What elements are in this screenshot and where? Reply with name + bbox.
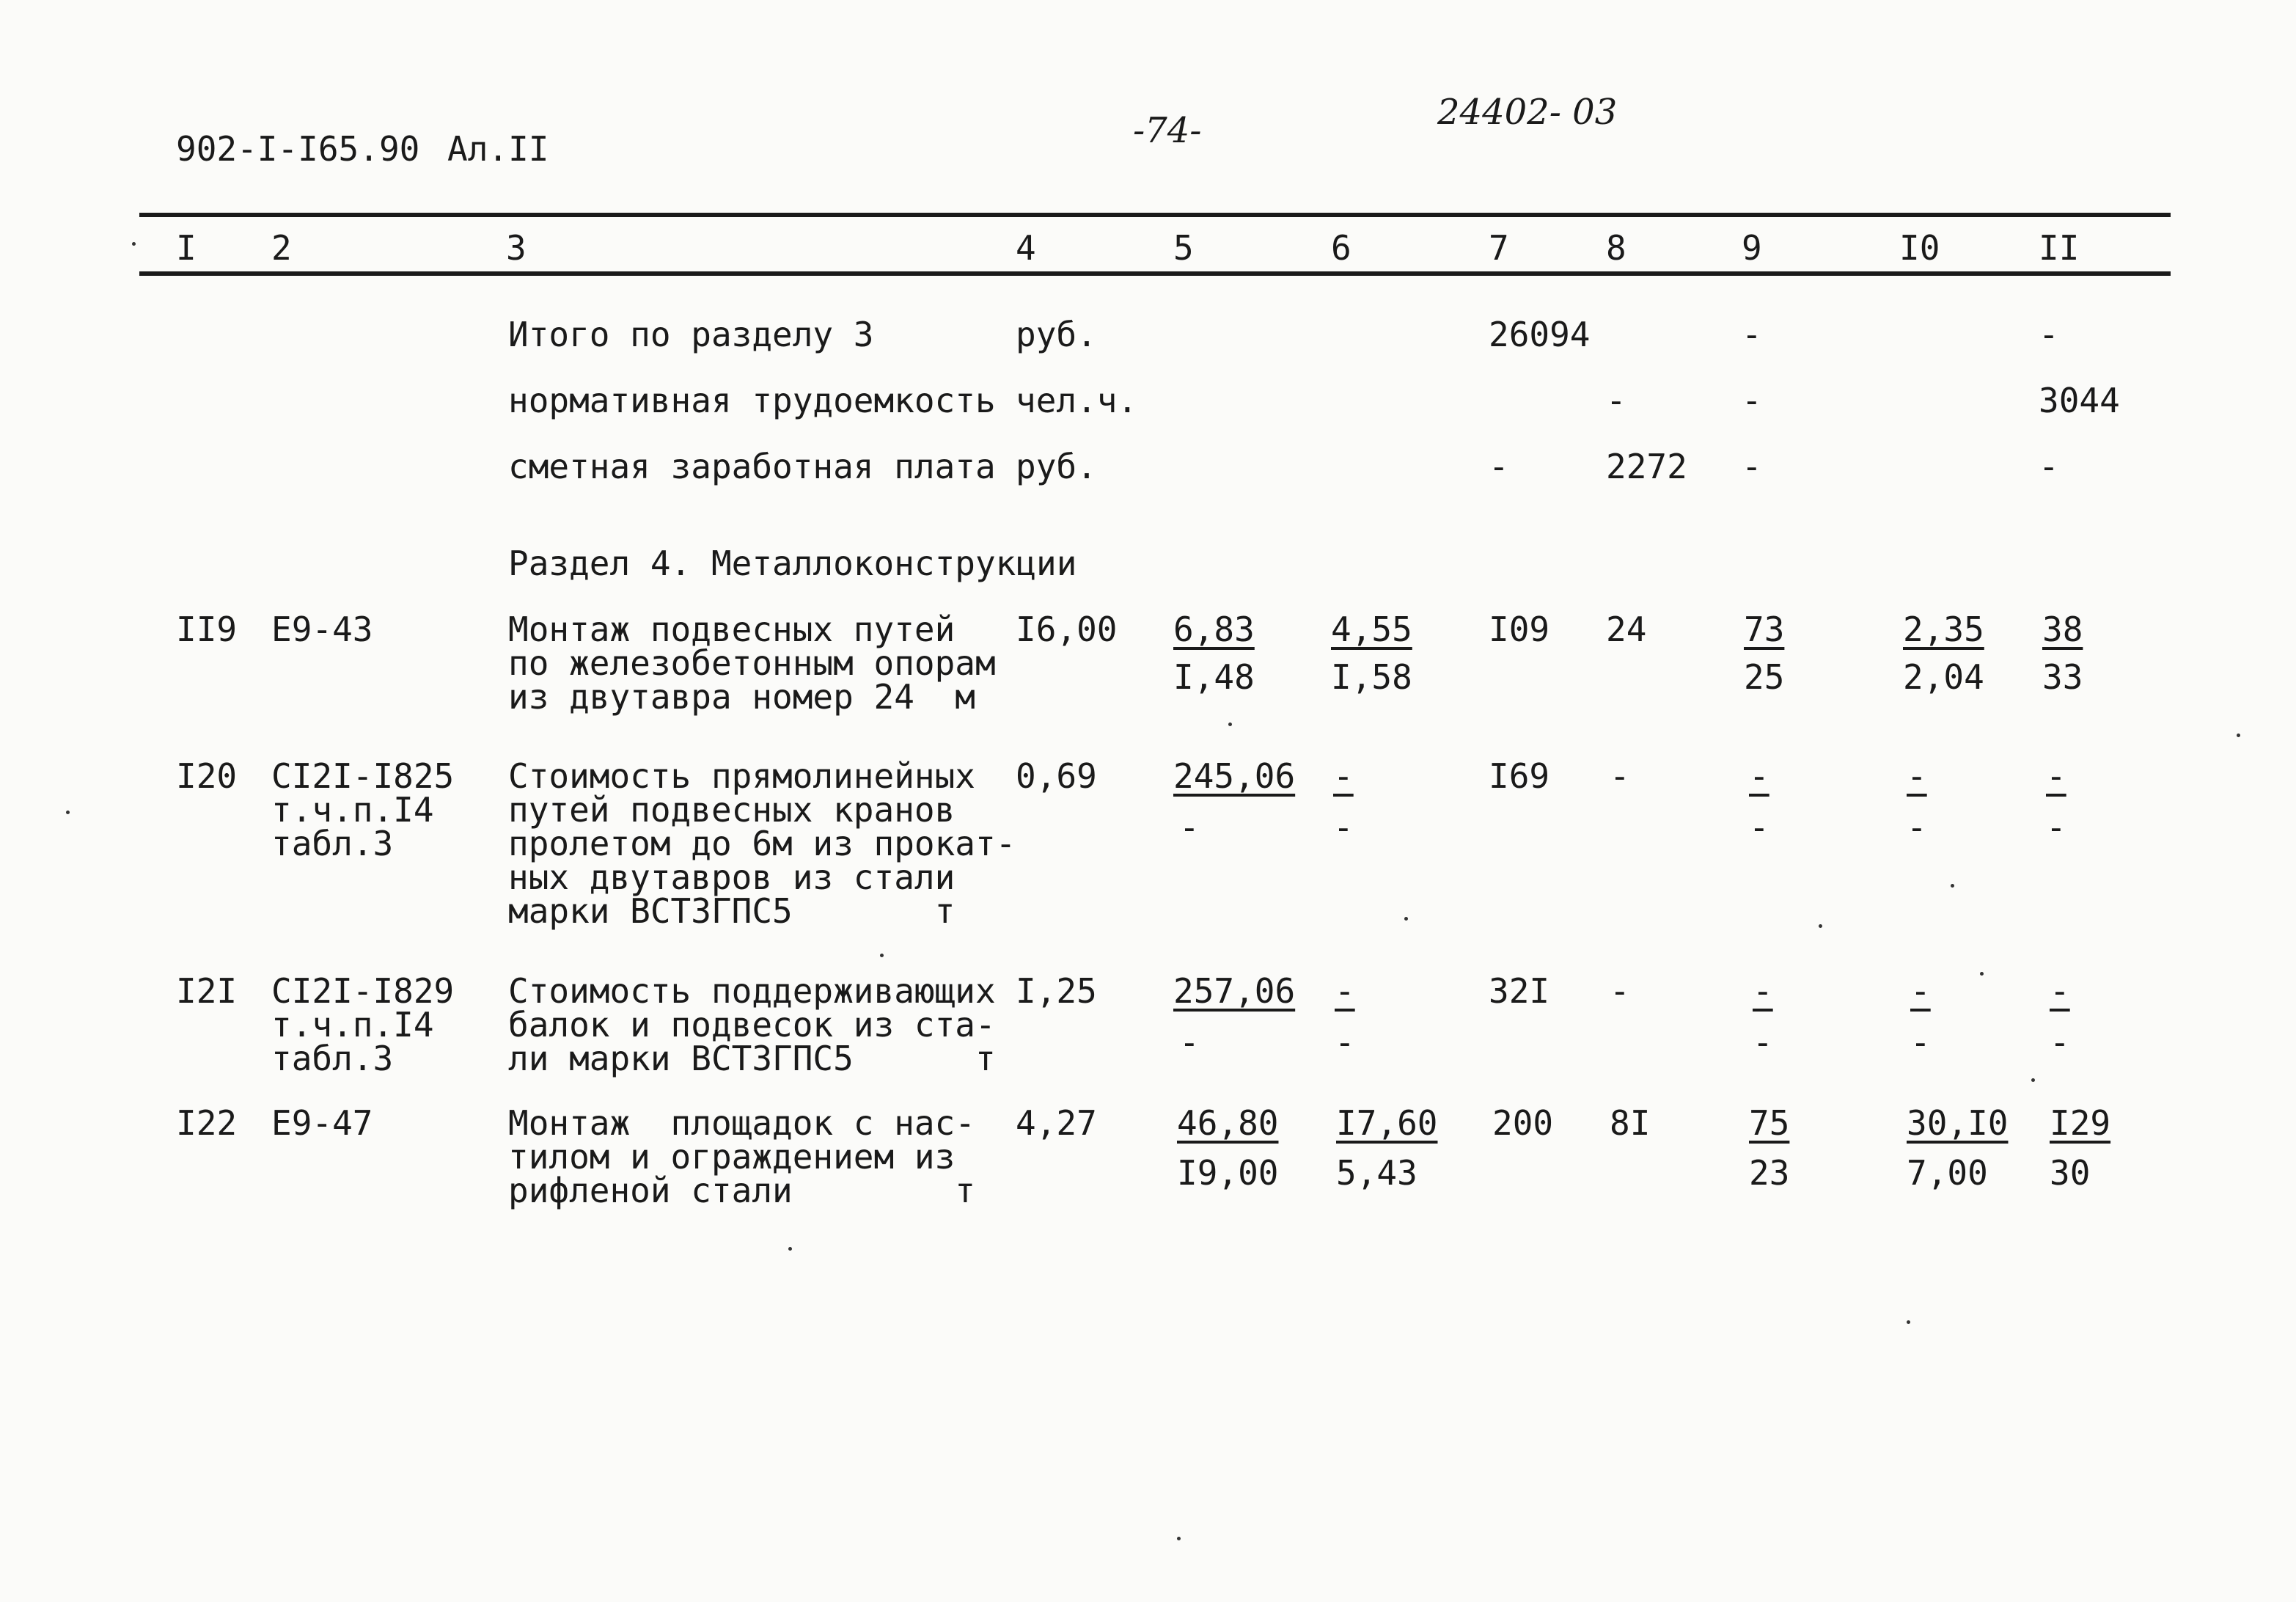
row-description-line: путей подвесных кранов [508, 790, 956, 830]
row-c6-bottom: - [1335, 1023, 1355, 1062]
row-c9-top: 73 [1744, 610, 1785, 649]
col-header-5: 5 [1173, 228, 1194, 268]
scan-speck [66, 811, 70, 814]
row-c5-top: 46,80 [1177, 1103, 1279, 1143]
row-number: I20 [176, 756, 238, 796]
row-c8: 24 [1606, 610, 1647, 649]
row-c5-top: 245,06 [1173, 756, 1296, 796]
row-description-line: ных двутавров из стали [508, 857, 956, 897]
row-quantity: 4,27 [1016, 1103, 1097, 1143]
row-c11-bottom: - [2050, 1023, 2070, 1062]
row-c9-bottom: - [1753, 1023, 1773, 1062]
totals-row3-unit: руб. [1016, 447, 1097, 486]
row-code: СI2I-I829 [271, 971, 455, 1011]
row-c10-top: - [1910, 971, 1931, 1011]
totals-row1-c7: 26094 [1489, 315, 1591, 354]
row-quantity: 0,69 [1016, 756, 1097, 796]
row-description-line: Монтаж подвесных путей [508, 610, 956, 649]
row-c7: I69 [1489, 756, 1550, 796]
row-c6-bottom: 5,43 [1336, 1153, 1417, 1193]
row-c10-bottom: - [1910, 1023, 1931, 1062]
scan-speck [1980, 972, 1984, 976]
scan-speck [1228, 723, 1232, 726]
row-description-line: марки ВСТ3ГПС5 т [508, 891, 956, 931]
row-c8: 8I [1610, 1103, 1651, 1143]
scan-speck [1819, 924, 1822, 928]
row-c7: 200 [1492, 1103, 1554, 1143]
row-c9-bottom: - [1749, 808, 1769, 847]
row-number: II9 [176, 610, 238, 649]
row-code: т.ч.п.I4 [271, 790, 434, 830]
row-c10-top: 2,35 [1903, 610, 1984, 649]
row-c11-bottom: 30 [2050, 1153, 2091, 1193]
row-c10-top: 30,I0 [1907, 1103, 2009, 1143]
totals-row3-c11: - [2039, 447, 2059, 486]
row-c5-bottom: I,48 [1173, 657, 1255, 697]
row-description-line: пролетом до 6м из прокат- [508, 824, 1016, 863]
totals-row1-label: Итого по разделу 3 [508, 315, 874, 354]
row-c9-bottom: 23 [1749, 1153, 1790, 1193]
row-c6-top: I7,60 [1336, 1103, 1438, 1143]
totals-row1-c9: - [1742, 315, 1762, 354]
row-number: I22 [176, 1103, 238, 1143]
row-code: табл.3 [271, 1039, 394, 1078]
row-c5-bottom: - [1179, 808, 1200, 847]
totals-row3-c8: 2272 [1606, 447, 1687, 486]
row-c7: 32I [1489, 971, 1550, 1011]
row-c9-top: - [1749, 756, 1769, 796]
row-code: табл.3 [271, 824, 394, 863]
row-c11-top: - [2050, 971, 2070, 1011]
row-c8: - [1610, 971, 1630, 1011]
row-description-line: Стоимость прямолинейных [508, 756, 975, 796]
row-c6-top: - [1333, 756, 1354, 796]
totals-row2-c11: 3044 [2039, 381, 2120, 420]
row-c11-top: I29 [2050, 1103, 2111, 1143]
row-c5-bottom: I9,00 [1177, 1153, 1279, 1193]
row-code: Е9-47 [271, 1103, 373, 1143]
row-c6-top: - [1335, 971, 1355, 1011]
scan-speck [1177, 1537, 1181, 1540]
row-c5-top: 6,83 [1173, 610, 1255, 649]
col-header-7: 7 [1489, 228, 1509, 268]
row-c10-bottom: 2,04 [1903, 657, 1984, 697]
row-c9-top: 75 [1749, 1103, 1790, 1143]
col-header-10: I0 [1899, 228, 1940, 268]
scan-speck [2031, 1078, 2035, 1082]
row-c8: - [1610, 756, 1630, 796]
totals-row2-c9: - [1742, 381, 1762, 420]
row-c6-bottom: - [1333, 808, 1354, 847]
row-description-line: рифленой стали т [508, 1171, 975, 1210]
totals-row1-c11: - [2039, 315, 2059, 354]
row-c9-top: - [1753, 971, 1773, 1011]
col-header-2: 2 [271, 228, 292, 268]
row-code: СI2I-I825 [271, 756, 455, 796]
album-number: Ал.II [447, 129, 549, 169]
row-c11-bottom: 33 [2042, 657, 2083, 697]
totals-row3-c7: - [1489, 447, 1509, 486]
row-description-line: ли марки ВСТ3ГПС5 т [508, 1039, 996, 1078]
row-c10-bottom: - [1907, 808, 1927, 847]
header-bottom-rule [139, 271, 2171, 276]
row-description-line: балок и подвесок из ста- [508, 1005, 996, 1045]
row-description-line: Стоимость поддерживающих [508, 971, 996, 1011]
row-c9-bottom: 25 [1744, 657, 1785, 697]
row-quantity: I,25 [1016, 971, 1097, 1011]
row-c5-top: 257,06 [1173, 971, 1296, 1011]
stamp-number: 24402- 03 [1437, 92, 1618, 133]
row-c7: I09 [1489, 610, 1550, 649]
totals-row2-unit: чел.ч. [1016, 381, 1138, 420]
row-c6-top: 4,55 [1331, 610, 1412, 649]
row-c5-bottom: - [1179, 1023, 1200, 1062]
col-header-9: 9 [1742, 228, 1762, 268]
scan-speck [880, 954, 884, 957]
totals-row2-c8: - [1606, 381, 1626, 420]
col-header-8: 8 [1606, 228, 1626, 268]
row-description-line: тилом и ограждением из [508, 1137, 956, 1177]
section-title: Раздел 4. Металлоконструкции [508, 544, 1077, 583]
scan-speck [1951, 884, 1954, 888]
scan-speck [132, 242, 136, 246]
col-header-4: 4 [1016, 228, 1036, 268]
col-header-6: 6 [1331, 228, 1351, 268]
row-code: Е9-43 [271, 610, 373, 649]
row-c11-bottom: - [2046, 808, 2066, 847]
col-header-11: II [2039, 228, 2080, 268]
totals-row2-label: нормативная трудоемкость [508, 381, 996, 420]
row-description-line: Монтаж площадок с нас- [508, 1103, 975, 1143]
scan-speck [1907, 1320, 1910, 1324]
row-c6-bottom: I,58 [1331, 657, 1412, 697]
header-top-rule [139, 213, 2171, 217]
row-c11-top: - [2046, 756, 2066, 796]
scan-speck [2237, 734, 2240, 737]
scan-speck [1404, 917, 1408, 921]
row-number: I2I [176, 971, 238, 1011]
row-c10-top: - [1907, 756, 1927, 796]
col-header-1: I [176, 228, 197, 268]
document-code: 902-I-I65.90 [176, 129, 420, 169]
row-c10-bottom: 7,00 [1907, 1153, 1988, 1193]
totals-row3-label: сметная заработная плата [508, 447, 996, 486]
totals-row1-unit: руб. [1016, 315, 1097, 354]
row-description-line: по железобетонным опорам [508, 643, 996, 683]
row-description-line: из двутавра номер 24 м [508, 677, 975, 717]
row-c11-top: 38 [2042, 610, 2083, 649]
scan-speck [788, 1247, 792, 1251]
row-code: т.ч.п.I4 [271, 1005, 434, 1045]
totals-row3-c9: - [1742, 447, 1762, 486]
col-header-3: 3 [506, 228, 527, 268]
page-number: -74- [1133, 110, 1202, 151]
row-quantity: I6,00 [1016, 610, 1118, 649]
